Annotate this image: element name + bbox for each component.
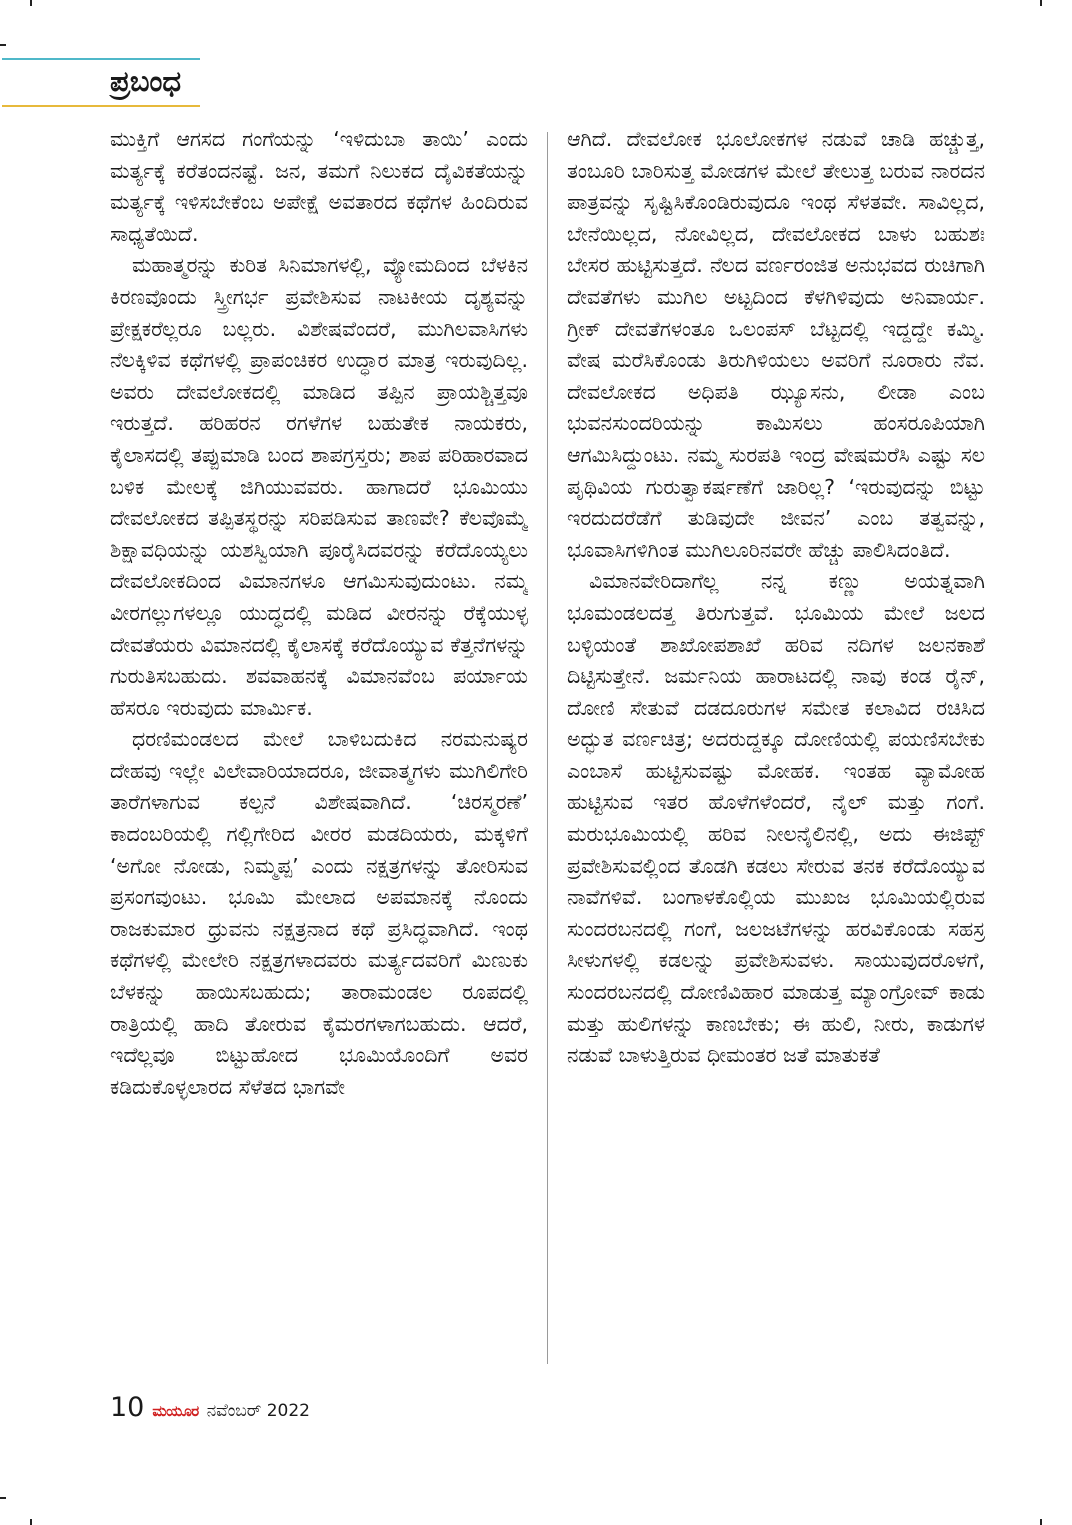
magazine-logo: ಮಯೂರ (152, 1402, 199, 1420)
issue-date: ನವೆಂಬರ್ 2022 (206, 1401, 310, 1421)
section-title: ಪ್ರಬಂಧ (110, 64, 182, 98)
crop-mark (1040, 0, 1042, 6)
crop-mark (1040, 1519, 1042, 1525)
crop-mark (30, 0, 32, 6)
paragraph: ಮಹಾತ್ಮರನ್ನು ಕುರಿತ ಸಿನಿಮಾಗಳಲ್ಲಿ, ವ್ಯೋಮದಿಂದ ಬೆಳಕಿನ ಕಿರಣವೊಂದು ಸ್ತ್ರೀಗರ್ಭ ಪ್ರವೇಶಿಸುವ ನಾಟಕೀಯ ದೃಶ್ಯವನ್ನು ಪ್ರೇಕ್ಷಕರೆಲ್ಲರೂ ಬಲ್ಲರು. ವಿಶೇಷವೆಂದರೆ, ಮುಗಿಲವಾಸಿಗಳು ನೆಲಕ್ಕಿಳಿವ ಕಥೆಗಳಲ್ಲಿ ಪ್ರಾಪಂಚಿಕರ ಉದ್ಧಾರ ಮಾತ್ರ ಇರುವುದಿಲ್ಲ. ಅವರು ದೇವಲೋಕದಲ್ಲಿ ಮಾಡಿದ ತಪ್ಪಿನ ಪ್ರಾಯಶ್ಚಿತ್ತವೂ ಇರುತ್ತದೆ. ಹರಿಹರನ ರಗಳೆಗಳ ಬಹುತೇಕ ನಾಯಕರು, ಕೈಲಾಸದಲ್ಲಿ ತಪ್ಪುಮಾಡಿ ಬಂದ ಶಾಪಗ್ರಸ್ತರು; ಶಾಪ ಪರಿಹಾರವಾದ ಬಳಿಕ ಮೇಲಕ್ಕೆ ಜಿಗಿಯುವವರು. ಹಾಗಾದರೆ ಭೂಮಿಯು ದೇವಲೋಕದ ತಪ್ಪಿತಸ್ಥರನ್ನು ಸರಿಪಡಿಸುವ ತಾಣವೇ? ಕೆಲವೊಮ್ಮೆ ಶಿಕ್ಷಾವಧಿಯನ್ನು ಯಶಸ್ವಿಯಾಗಿ ಪೂರೈಸಿದವರನ್ನು ಕರೆದೊಯ್ಯಲು ದೇವಲೋಕದಿಂದ ವಿಮಾನಗಳೂ ಆಗಮಿಸುವುದುಂಟು. ನಮ್ಮ ವೀರಗಲ್ಲುಗಳಲ್ಲೂ ಯುದ್ಧದಲ್ಲಿ ಮಡಿದ ವೀರನನ್ನು ರೆಕ್ಕೆಯುಳ್ಳ ದೇವತೆಯರು ವಿಮಾನದಲ್ಲಿ ಕೈಲಾಸಕ್ಕೆ ಕರೆದೊಯ್ಯುವ ಕೆತ್ತನೆಗಳನ್ನು ಗುರುತಿಸಬಹುದು. ಶವವಾಹನಕ್ಕೆ ವಿಮಾನವೆಂಬ ಪರ್ಯಾಯ ಹೆಸರೂ ಇರುವುದು ಮಾರ್ಮಿಕ. (110, 253, 528, 720)
crop-mark (0, 44, 6, 46)
page-number: 10 (110, 1392, 145, 1423)
crop-mark (30, 1519, 32, 1525)
header-rule-top (2, 58, 200, 60)
paragraph: ಆಗಿದೆ. ದೇವಲೋಕ ಭೂಲೋಕಗಳ ನಡುವೆ ಚಾಡಿ ಹಚ್ಚುತ್ತ, ತಂಬೂರಿ ಬಾರಿಸುತ್ತ ಮೋಡಗಳ ಮೇಲೆ ತೇಲುತ್ತ ಬರುವ ನಾರದನ ಪಾತ್ರವನ್ನು ಸೃಷ್ಟಿಸಿಕೊಂಡಿರುವುದೂ ಇಂಥ ಸೆಳತವೇ. ಸಾವಿಲ್ಲದ, ಬೇನೆಯಿಲ್ಲದ, ನೋವಿಲ್ಲದ, ದೇವಲೋಕದ ಬಾಳು ಬಹುಶಃ ಬೇಸರ ಹುಟ್ಟಿಸುತ್ತದೆ. ನೆಲದ ವರ್ಣರಂಜಿತ ಅನುಭವದ ರುಚಿಗಾಗಿ ದೇವತೆಗಳು ಮುಗಿಲ ಅಟ್ಟದಿಂದ ಕೆಳಗಿಳಿವುದು ಅನಿವಾರ್ಯ. ಗ್ರೀಕ್ ದೇವತೆಗಳಂತೂ ಒಲಂಪಸ್ ಬೆಟ್ಟದಲ್ಲಿ ಇದ್ದದ್ದೇ ಕಮ್ಮಿ. ವೇಷ ಮರೆಸಿಕೊಂಡು ತಿರುಗಿಳಿಯಲು ಅವರಿಗೆ ನೂರಾರು ನೆವ. ದೇವಲೋಕದ ಅಧಿಪತಿ ಝ್ಯೂಸನು, ಲೀಡಾ ಎಂಬ ಭುವನಸುಂದರಿಯನ್ನು ಕಾಮಿಸಲು ಹಂಸರೂಪಿಯಾಗಿ ಆಗಮಿಸಿದ್ದುಂಟು. ನಮ್ಮ ಸುರಪತಿ ಇಂದ್ರ ವೇಷಮರೆಸಿ ಎಷ್ಟು ಸಲ ಪೃಥಿವಿಯ ಗುರುತ್ವಾಕರ್ಷಣೆಗೆ ಜಾರಿಲ್ಲ? ‘ಇರುವುದನ್ನು ಬಿಟ್ಟು ಇರದುದರೆಡೆಗೆ ತುಡಿವುದೇ ಜೀವನ’ ಎಂಬ ತತ್ವವನ್ನು, ಭೂವಾಸಿಗಳಿಗಿಂತ ಮುಗಿಲೂರಿನವರೇ ಹೆಚ್ಚು ಪಾಲಿಸಿದಂತಿದೆ. (567, 127, 985, 562)
column-divider (547, 132, 548, 1364)
header-rule-bottom (2, 105, 200, 107)
paragraph: ವಿಮಾನವೇರಿದಾಗೆಲ್ಲ ನನ್ನ ಕಣ್ಣು ಅಯತ್ನವಾಗಿ ಭೂಮಂಡಲದತ್ತ ತಿರುಗುತ್ತವೆ. ಭೂಮಿಯ ಮೇಲೆ ಜಲದ ಬಳ್ಳಿಯಂತೆ ಶಾಖೋಪಶಾಖೆ ಹರಿವ ನದಿಗಳ ಜಲನಕಾಶೆ ದಿಟ್ಟಿಸುತ್ತೇನೆ. ಜರ್ಮನಿಯ ಹಾರಾಟದಲ್ಲಿ ನಾವು ಕಂಡ ರೈನ್, ದೋಣಿ ಸೇತುವೆ ದಡದೂರುಗಳ ಸಮೇತ ಕಲಾವಿದ ರಚಿಸಿದ ಅದ್ಭುತ ವರ್ಣಚಿತ್ರ; ಅದರುದ್ದಕ್ಕೂ ದೋಣಿಯಲ್ಲಿ ಪಯಣಿಸಬೇಕು ಎಂಬಾಸೆ ಹುಟ್ಟಿಸುವಷ್ಟು ಮೋಹಕ. ಇಂತಹ ವ್ಯಾಮೋಹ ಹುಟ್ಟಿಸುವ ಇತರ ಹೊಳೆಗಳೆಂದರೆ, ನೈಲ್ ಮತ್ತು ಗಂಗೆ. ಮರುಭೂಮಿಯಲ್ಲಿ ಹರಿವ ನೀಲನೈಲಿನಲ್ಲಿ, ಅದು ಈಜಿಪ್ಟ್ ಪ್ರವೇಶಿಸುವಲ್ಲಿಂದ ತೊಡಗಿ ಕಡಲು ಸೇರುವ ತನಕ ಕರೆದೊಯ್ಯುವ ನಾವೆಗಳಿವೆ. ಬಂಗಾಳಕೊಲ್ಲಿಯ ಮುಖಜ ಭೂಮಿಯಲ್ಲಿರುವ ಸುಂದರಬನದಲ್ಲಿ ಗಂಗೆ, ಜಲಜಟೆಗಳನ್ನು ಹರವಿಕೊಂಡು ಸಹಸ್ರ ಸೀಳುಗಳಲ್ಲಿ ಕಡಲನ್ನು ಪ್ರವೇಶಿಸುವಳು. ಸಾಯುವುದರೊಳಗೆ, ಸುಂದರಬನದಲ್ಲಿ ದೋಣಿವಿಹಾರ ಮಾಡುತ್ತ ಮ್ಯಾಂಗ್ರೋವ್ ಕಾಡು ಮತ್ತು ಹುಲಿಗಳನ್ನು ಕಾಣಬೇಕು; ಈ ಹುಲಿ, ನೀರು, ಕಾಡುಗಳ ನಡುವೆ ಬಾಳುತ್ತಿರುವ ಧೀಮಂತರ ಜತೆ ಮಾತುಕತೆ (567, 569, 985, 1068)
paragraph: ಧರಣಿಮಂಡಲದ ಮೇಲೆ ಬಾಳಿಬದುಕಿದ ನರಮನುಷ್ಯರ ದೇಹವು ಇಲ್ಲೇ ವಿಲೇವಾರಿಯಾದರೂ, ಜೀವಾತ್ಮಗಳು ಮುಗಿಲಿಗೇರಿ ತಾರೆಗಳಾಗುವ ಕಲ್ಪನೆ ವಿಶೇಷವಾಗಿದೆ. ‘ಚಿರಸ್ಮರಣೆ’ ಕಾದಂಬರಿಯಲ್ಲಿ ಗಲ್ಲಿಗೇರಿದ ವೀರರ ಮಡದಿಯರು, ಮಕ್ಕಳಿಗೆ ‘ಅಗೋ ನೋಡು, ನಿಮ್ಮಪ್ಪ’ ಎಂದು ನಕ್ಷತ್ರಗಳನ್ನು ತೋರಿಸುವ ಪ್ರಸಂಗವುಂಟು. ಭೂಮಿ ಮೇಲಾದ ಅಪಮಾನಕ್ಕೆ ನೊಂದು ರಾಜಕುಮಾರ ಧ್ರುವನು ನಕ್ಷತ್ರನಾದ ಕಥೆ ಪ್ರಸಿದ್ಧವಾಗಿದೆ. ಇಂಥ ಕಥೆಗಳಲ್ಲಿ ಮೇಲೇರಿ ನಕ್ಷತ್ರಗಳಾದವರು ಮರ್ತ್ಯದವರಿಗೆ ಮಿಣುಕು ಬೆಳಕನ್ನು ಹಾಯಿಸಬಹುದು; ತಾರಾಮಂಡಲ ರೂಪದಲ್ಲಿ ರಾತ್ರಿಯಲ್ಲಿ ಹಾದಿ ತೋರುವ ಕೈಮರಗಳಾಗಬಹುದು. ಆದರೆ, ಇದೆಲ್ಲವೂ ಬಿಟ್ಟುಹೋದ ಭೂಮಿಯೊಂದಿಗೆ ಅವರ ಕಡಿದುಕೊಳ್ಳಲಾರದ ಸೆಳೆತದ ಭಾಗವೇ (110, 727, 528, 1099)
article-column-left (110, 124, 528, 1386)
crop-mark (0, 1497, 6, 1499)
article-column-right (567, 124, 985, 1386)
paragraph: ಮುಕ್ತಿಗೆ ಆಗಸದ ಗಂಗೆಯನ್ನು ‘ಇಳಿದುಬಾ ತಾಯಿ’ ಎಂದು ಮರ್ತ್ಯಕ್ಕೆ ಕರೆತಂದನಷ್ಟೆ. ಜನ, ತಮಗೆ ನಿಲುಕದ ದೈವಿಕತೆಯನ್ನು ಮರ್ತ್ಯಕ್ಕೆ ಇಳಿಸಬೇಕೆಂಬ ಅಪೇಕ್ಷೆ ಅವತಾರದ ಕಥೆಗಳ ಹಿಂದಿರುವ ಸಾಧ್ಯತೆಯಿದೆ. (110, 127, 528, 246)
page-footer (110, 1392, 310, 1428)
section-header (0, 58, 200, 108)
